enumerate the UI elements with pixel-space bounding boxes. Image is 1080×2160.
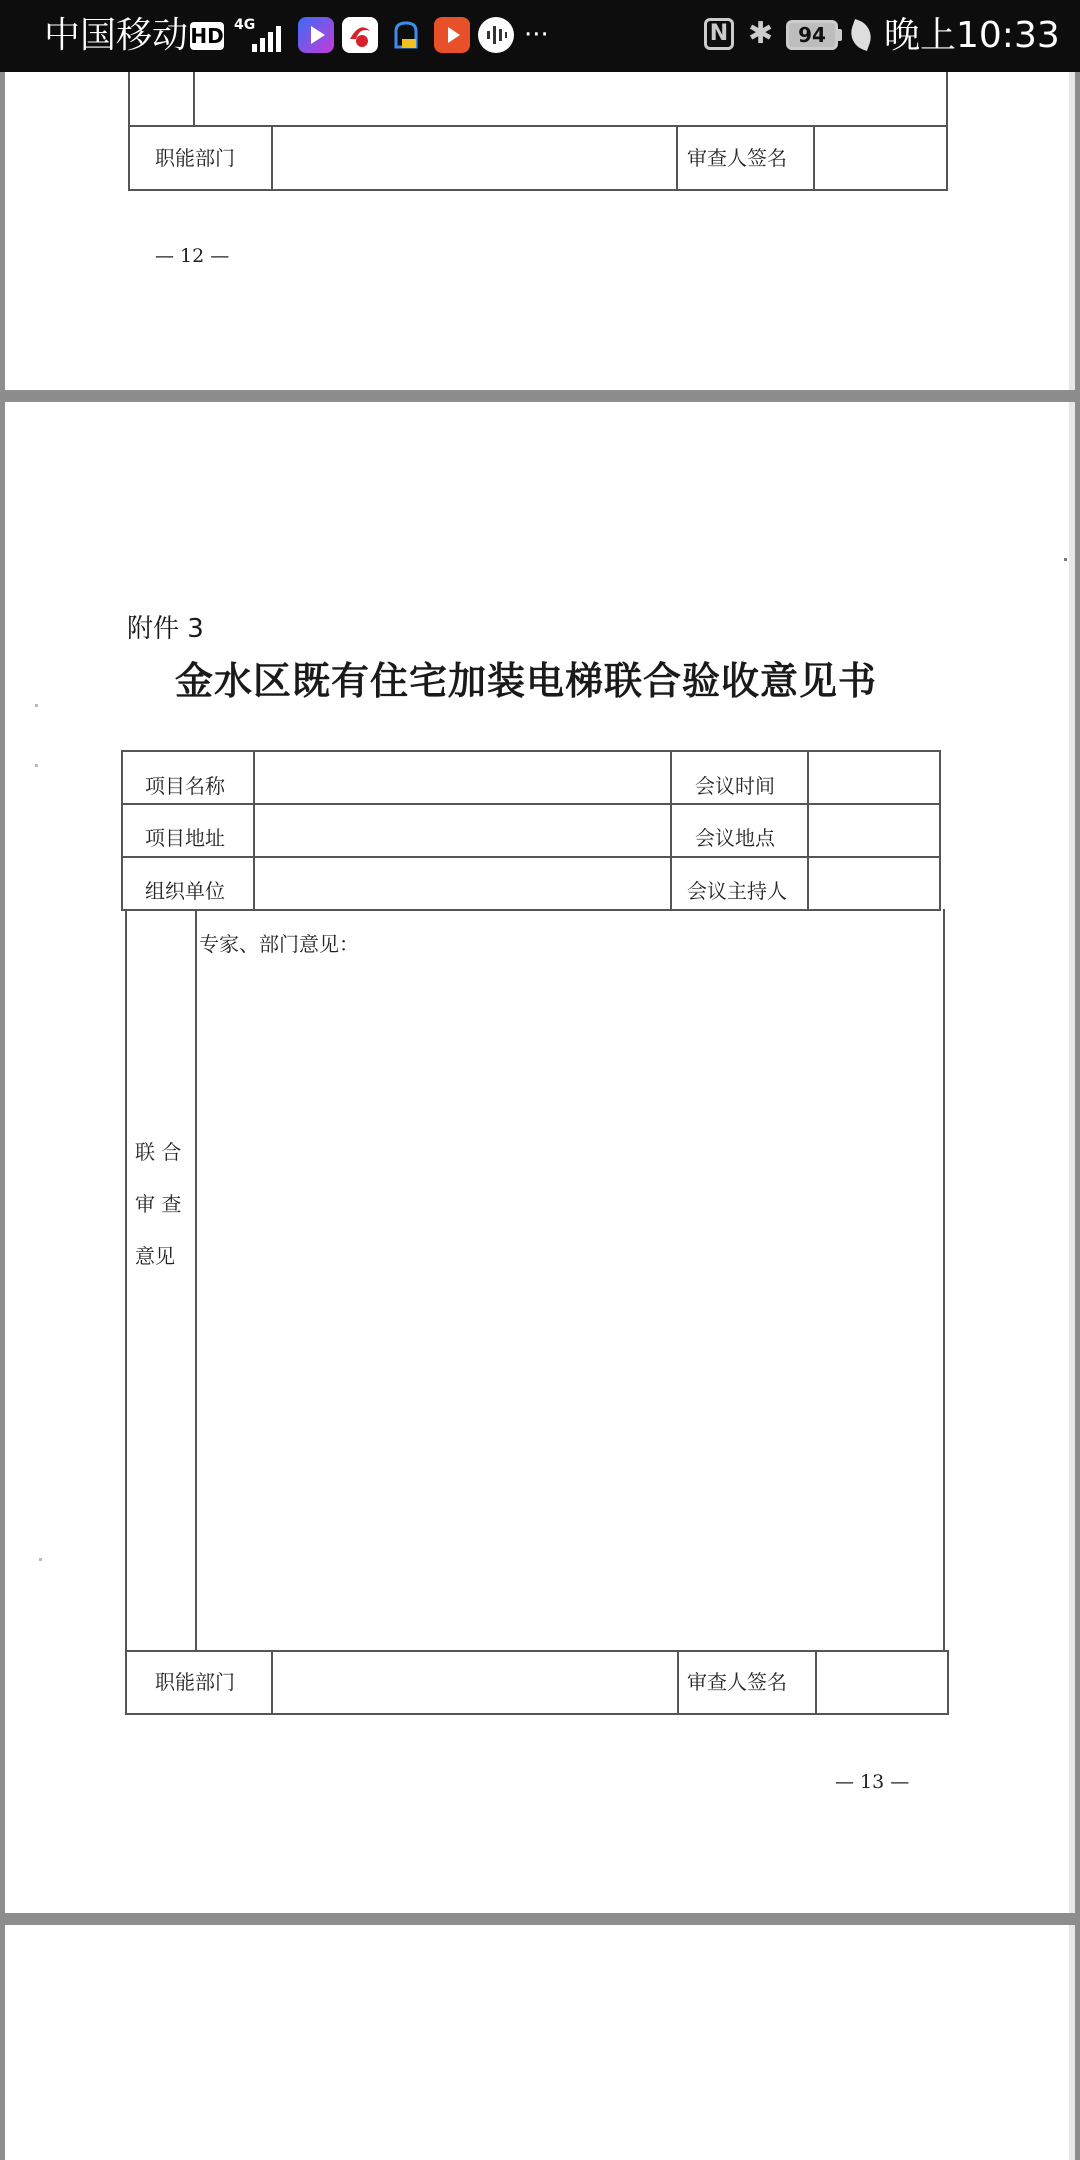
dept-label: 职能部门	[155, 1670, 235, 1694]
page-number: — 12 —	[155, 245, 230, 267]
side-label-line-2: 审 查	[135, 1192, 182, 1216]
project-address-label: 项目地址	[145, 826, 225, 850]
audio-app-icon	[478, 17, 514, 53]
document-page-12	[5, 72, 1075, 390]
signal-icon	[252, 22, 292, 52]
side-label-line-3: 意见	[135, 1244, 175, 1268]
document-title: 金水区既有住宅加装电梯联合验收意见书	[175, 658, 878, 703]
opinion-label: 专家、部门意见：	[199, 932, 359, 956]
power-saving-icon	[846, 19, 876, 51]
attachment-label: 附件 3	[127, 614, 204, 644]
carrier-name: 中国移动	[44, 15, 189, 56]
signature-label: 审查人签名	[687, 146, 787, 170]
meeting-place-label: 会议地点	[695, 826, 775, 850]
organizer-label: 组织单位	[145, 879, 225, 903]
project-name-label: 项目名称	[145, 774, 225, 798]
meeting-host-label: 会议主持人	[687, 879, 787, 903]
battery-icon: 94	[786, 20, 838, 50]
battery-tip	[838, 29, 842, 41]
meeting-time-label: 会议时间	[695, 774, 775, 798]
play-app-icon	[434, 17, 470, 53]
clock: 晚上10:33	[884, 15, 1060, 56]
video-app-icon	[298, 17, 334, 53]
dept-label: 职能部门	[155, 146, 235, 170]
document-page-13	[5, 402, 1075, 1913]
document-page-14	[5, 1925, 1075, 2160]
nfc-icon: N	[704, 18, 734, 50]
signature-label: 审查人签名	[687, 1670, 787, 1694]
page-number: — 13 —	[835, 1771, 910, 1793]
more-notifications-icon: ···	[524, 20, 549, 50]
status-bar	[0, 0, 1080, 72]
network-type: 4G	[234, 17, 256, 33]
message-app-icon	[388, 17, 424, 53]
hd-voice-icon: HD	[190, 24, 224, 48]
news-app-icon	[342, 17, 378, 53]
bluetooth-icon: ✱	[748, 16, 774, 51]
side-label-line-1: 联 合	[135, 1140, 182, 1164]
